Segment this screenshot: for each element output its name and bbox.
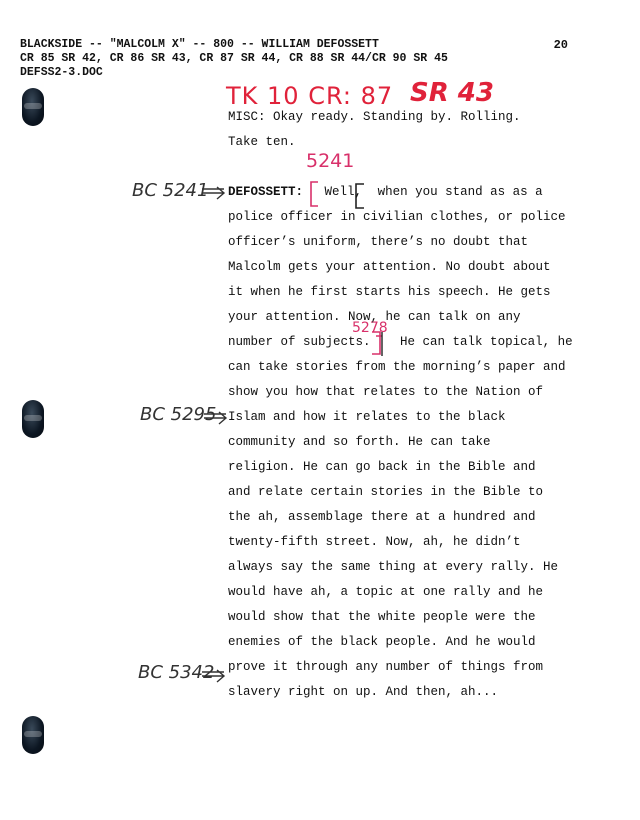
subjects-tail: He can talk topical, he	[400, 335, 573, 349]
transcript-line: your attention. Now, he can talk on any	[228, 310, 521, 324]
transcript-line: police officer in civilian clothes, or police	[228, 210, 566, 224]
arrow-icon	[200, 668, 228, 684]
sound-roll-annotation: SR 43	[410, 78, 494, 108]
transcript-line: prove it through any number of things from	[228, 660, 544, 674]
transcript-line: and relate certain stories in the Bible to	[228, 485, 544, 499]
speaker-first-word: Well,	[324, 185, 363, 199]
transcript-line: can take stories from the morning’s paper and	[228, 360, 566, 374]
transcript-line: Islam and how it relates to the black	[228, 410, 506, 424]
transcript-line-speaker	[228, 185, 543, 199]
transcript-line: Malcolm gets your attention. No doubt about	[228, 260, 551, 274]
subjects-text: number of subjects.	[228, 335, 371, 349]
arrow-icon	[202, 410, 230, 426]
timecode-mid-annotation: 5278	[352, 320, 388, 336]
header-rolls-line: CR 85 SR 42, CR 86 SR 43, CR 87 SR 44, CR 88 SR 44/CR 90 SR 45	[20, 52, 448, 65]
timecode-top-annotation: 5241	[306, 150, 355, 172]
transcript-line: would have ah, a topic at one rally and he	[228, 585, 544, 599]
transcript-line: Take ten.	[228, 135, 296, 149]
transcript-line: show you how that relates to the Nation of	[228, 385, 544, 399]
binder-hole-middle	[22, 400, 44, 438]
transcript-line-subjects	[228, 335, 573, 349]
transcript-line: MISC: Okay ready. Standing by. Rolling.	[228, 110, 521, 124]
margin-note-1: BC 5241	[132, 180, 209, 201]
header-title-line: BLACKSIDE -- "MALCOLM X" -- 800 -- WILLIAM DEFOSSETT	[20, 38, 379, 51]
margin-note-2: BC 5295	[140, 404, 217, 425]
transcript-line: slavery right on up. And then, ah...	[228, 685, 499, 699]
roll-code-annotation: TK 10 CR: 87	[226, 82, 394, 110]
transcript-line: twenty-fifth street. Now, ah, he didn’t	[228, 535, 521, 549]
page-number: 20	[553, 38, 568, 52]
arrow-icon	[200, 185, 228, 201]
margin-note-3: BC 5342	[138, 662, 215, 683]
speaker-label: DEFOSSETT:	[228, 185, 304, 199]
transcript-line: it when he first starts his speech. He gets	[228, 285, 551, 299]
binder-hole-bottom	[22, 716, 44, 754]
transcript-line: community and so forth. He can take	[228, 435, 491, 449]
binder-hole-top	[22, 88, 44, 126]
transcript-line: the ah, assemblage there at a hundred and	[228, 510, 536, 524]
transcript-line: enemies of the black people. And he would	[228, 635, 536, 649]
transcript-line: religion. He can go back in the Bible and	[228, 460, 536, 474]
transcript-line: always say the same thing at every rally. He	[228, 560, 559, 574]
speaker-continuation: when you stand as as a	[377, 185, 543, 199]
transcript-line: officer’s uniform, there’s no doubt that	[228, 235, 529, 249]
header-filename-line: DEFSS2-3.DOC	[20, 66, 103, 79]
transcript-line: would show that the white people were the	[228, 610, 536, 624]
